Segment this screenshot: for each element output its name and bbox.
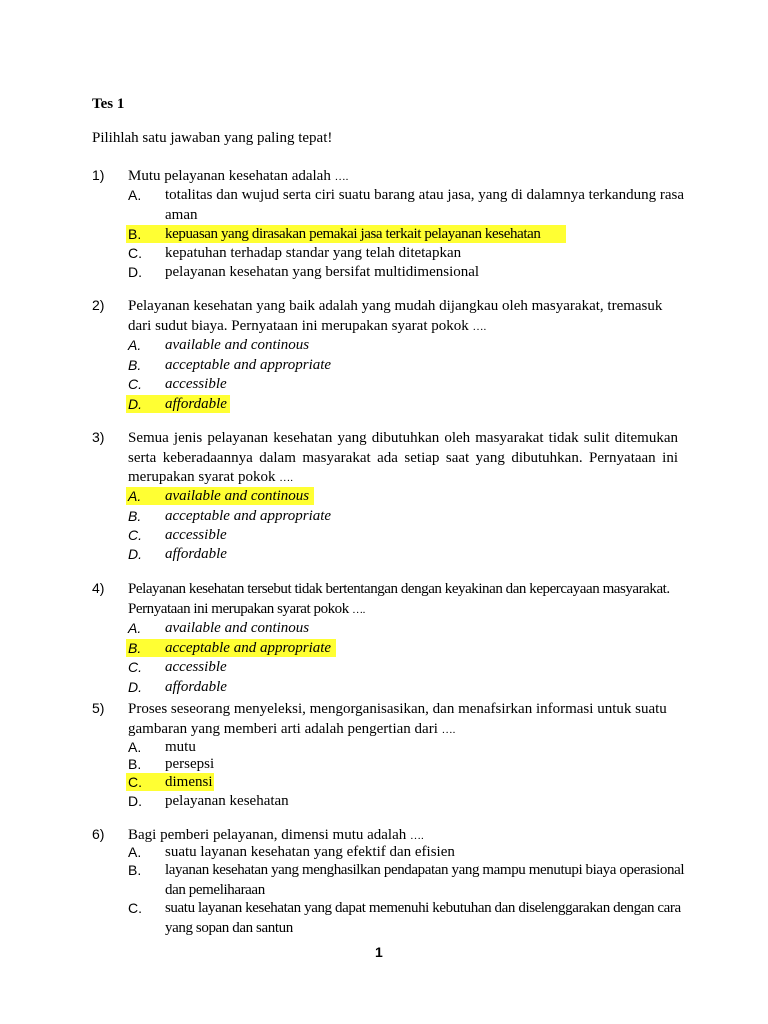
option-text: mutu [165, 739, 196, 755]
question-number: 4) [92, 580, 105, 596]
option-text: affordable [165, 679, 227, 695]
question-number: 5) [92, 700, 105, 716]
option-text: persepsi [165, 756, 215, 772]
question-number: 1) [92, 167, 105, 183]
option-label: B. [128, 640, 142, 656]
option-text: available and continous [165, 620, 310, 636]
question-text: Proses seseorang menyeleksi, mengorganisasikan, dan menafsirkan informasi untuk suatu gambaran yang memberi arti adalah pengertian dari …. [128, 701, 667, 737]
option-text: totalitas dan wujud serta ciri suatu barang atau jasa, yang di dalamnya terkandung rasa aman [165, 187, 684, 223]
option-label: C. [128, 774, 142, 790]
option-text: acceptable and appropriate [165, 508, 332, 524]
option-text: layanan kesehatan yang menghasilkan pendapatan yang mampu menutupi biaya operasional dan pemeliharaan [165, 862, 685, 898]
option-label: D. [128, 793, 142, 809]
option-label: C. [128, 659, 142, 675]
option-text: acceptable and appropriate [165, 357, 332, 373]
ellipsis: …. [279, 472, 293, 484]
option-label: A. [128, 337, 142, 353]
option-label: C. [128, 245, 142, 261]
option-label: B. [128, 357, 142, 373]
option-label: D. [128, 679, 142, 695]
option-text: accessible [165, 659, 227, 675]
question-text: Bagi pemberi pelayanan, dimensi mutu adalah …. [128, 827, 424, 843]
option-label: A. [128, 488, 142, 504]
option-text: suatu layanan kesehatan yang efektif dan efisien [165, 844, 455, 860]
option-label: A. [128, 620, 142, 636]
question-number: 3) [92, 429, 105, 445]
option-text: accessible [165, 376, 227, 392]
ellipsis: …. [334, 171, 349, 183]
question-text: Semua jenis pelayanan kesehatan yang dibutuhkan oleh masyarakat tidak sulit ditemukan serta keberadaannya dalam masyarakat ada setiap saat yang dibutuhkan. Pernyataan ini merupakan syarat pokok …. [128, 430, 678, 485]
option-label: D. [128, 546, 142, 562]
option-label: C. [128, 900, 142, 916]
instruction-text: Pilihlah satu jawaban yang paling tepat! [92, 130, 333, 146]
option-text: available and continous [165, 337, 310, 353]
ellipsis: …. [472, 320, 487, 333]
option-text: acceptable and appropriate [165, 640, 332, 656]
ellipsis: …. [441, 723, 456, 736]
option-text: suatu layanan kesehatan yang dapat memenuhi kebutuhan dan diselenggarakan dengan cara yang sopan dan santun [165, 900, 681, 936]
ellipsis: …. [352, 603, 365, 616]
option-text: kepatuhan terhadap standar yang telah ditetapkan [165, 245, 462, 261]
option-text: dimensi [165, 774, 213, 790]
option-label: A. [128, 739, 142, 755]
option-label: A. [128, 844, 142, 860]
question-text: Mutu pelayanan kesehatan adalah …. [128, 168, 349, 184]
option-label: B. [128, 862, 142, 878]
option-label: B. [128, 756, 142, 772]
option-text: affordable [165, 546, 227, 562]
option-text: affordable [165, 396, 227, 412]
test-title: Tes 1 [92, 96, 125, 112]
option-text: kepuasan yang dirasakan pemakai jasa terkait pelayanan kesehatan [165, 226, 541, 242]
option-text: pelayanan kesehatan [165, 793, 289, 809]
option-text: accessible [165, 527, 227, 543]
option-label: C. [128, 376, 142, 392]
option-text: pelayanan kesehatan yang bersifat multidimensional [165, 264, 480, 280]
option-label: C. [128, 527, 142, 543]
option-label: D. [128, 396, 142, 412]
option-label: B. [128, 508, 142, 524]
question-number: 2) [92, 297, 105, 313]
option-label: B. [128, 226, 142, 242]
question-number: 6) [92, 826, 105, 842]
option-text: available and continous [165, 488, 310, 504]
question-text: Pelayanan kesehatan yang baik adalah yang mudah dijangkau oleh masyarakat, tremasuk dari sudut biaya. Pernyataan ini merupakan syarat pokok …. [128, 298, 663, 334]
ellipsis: …. [410, 830, 424, 842]
option-label: D. [128, 264, 142, 280]
page-number: 1 [375, 944, 383, 960]
option-label: A. [128, 187, 142, 203]
question-text: Pelayanan kesehatan tersebut tidak bertentangan dengan keyakinan dan kepercayaan masyarakat. Pernyataan ini merupakan syarat pokok …. [128, 581, 670, 617]
